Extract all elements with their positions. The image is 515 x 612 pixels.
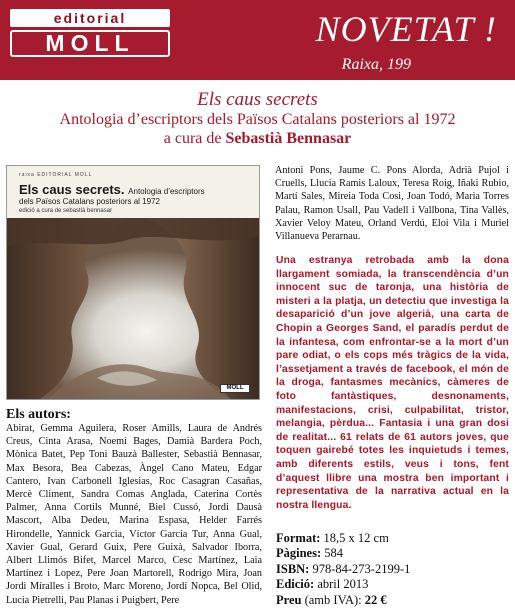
publisher-logo bbox=[10, 9, 170, 57]
logo-top-text: editorial bbox=[10, 9, 170, 27]
editor-prefix: a cura de bbox=[163, 130, 222, 147]
book-cover-image bbox=[6, 165, 260, 400]
spec-isbn: ISBN: 978-84-273-2199-1 bbox=[276, 561, 411, 576]
cover-series-label: raixa EDITORIAL MOLL bbox=[19, 172, 93, 178]
cover-publisher-badge: MOLL bbox=[220, 384, 250, 393]
book-specs bbox=[276, 531, 510, 608]
cover-title-small: Antologia d’escriptors bbox=[128, 187, 205, 196]
spec-edition: Edició: abril 2013 bbox=[276, 577, 369, 592]
editor-name: Sebastià Bennasar bbox=[225, 130, 352, 147]
book-subtitle: Antologia d’escriptors dels Països Catalans posteriors al 1972 bbox=[59, 111, 456, 128]
spec-pages: Pàgines: 584 bbox=[276, 546, 344, 561]
cover-header bbox=[7, 166, 260, 218]
spec-price: Preu (amb IVA): 22 € bbox=[276, 592, 387, 607]
cave-photo bbox=[7, 218, 260, 400]
book-title: Els caus secrets bbox=[197, 89, 318, 110]
spec-format: Format: 18,5 x 12 cm bbox=[276, 531, 389, 545]
book-description: Una estranya retrobada amb la dona llargament somiada, la transcendència d’un innocent suc de taronja, una història de misteri a la platja, un detectiu que investiga la desaparició d’un jove algerià, una carta de Chopin a Georges Sand, el paradís perdut de la infantesa, com enfrontar-se a la mort d’un pare odiat, o els cops més tràgics de la vida, l’assetjament a través de facebook, el món de la droga, fantasmes mecànics, càmeres de foto fantàstiques, desnonaments, manifestacions, crisi, culpabilitat, tristor, melangia, pèrdua... Fantasia i una gran dosi de realitat... 61 relats de 61 autors joves, que toquen gairebé totes les inquietuds i temes, amb diferents estils, veus i tons, fent d’aquest llibre una mostra ben important i representativa de la narrativa actual en la nostra llengua. bbox=[276, 255, 509, 511]
header-band bbox=[0, 0, 515, 80]
series-number: Raixa, 199 bbox=[341, 56, 411, 73]
cover-title-main: Els caus secrets. bbox=[19, 182, 125, 197]
editor-line bbox=[0, 130, 515, 148]
authors-list-right: Antoni Pons, Jaume C. Pons Alorda, Adrià Pujol i Cruells, Llucia Ramis Laloux, Teresa Roig, Iñaki Rubio, Martí Sales, Mireia Toda Cosi, Joan Todó, Maria Torres Palau, Ramon Usall, Pau Vadell i Vallbona, Tina Vallès, Xavier Veloy Mateu, Orland Verdú, Eloi Vila i Muriel Villanueva Perarnau. bbox=[275, 165, 509, 243]
cover-editor: edició a cura de sebastià bennasar bbox=[19, 208, 113, 214]
authors-list-left: Abirat, Gemma Aguilera, Roser Amills, Laura de Andrés Creus, Cinta Arasa, Noemí Bages, Damià Bardera Poch, Mònica Batet, Pep Toni Bauzà Ballester, Sebastià Bennasar, Max Besora, Bea Cabezas, Àngel Cano Mateu, Edgar Cantero, Ivan Carbonell Iglesias, Roc Casagran Casañas, Mercè Climent, Sandra Comas Anglada, Caterina Cortès Palmer, Anna Cortils Munné, Biel Cussó, Jordi Dausà Mascort, Alba Dedeu, Marina Espasa, Helder Farrés Hirondelle, Yannick Garcia, Víctor Garcia Tur, Anna Gual, Xavier Gual, Gerard Guix, Pere Guixà, Salvador Iborra, Albert Llimós Bifet, Marcel Marco, Cesc Martínez, Laia Martínez i Lopez, Pere Joan Martorell, Rodrigo Mira, Joan Jordi Miralles i Broto, Marc Moreno, Jordi Nopca, Bel Olid, Lucia Pietrelli, Pau Planas i Puigbert, Pere bbox=[6, 423, 262, 606]
authors-heading: Els autors: bbox=[6, 407, 71, 422]
novetat-label: NOVETAT ! bbox=[315, 9, 497, 49]
cover-subtitle: dels Països Catalans posteriors al 1972 bbox=[19, 197, 160, 206]
cover-title bbox=[19, 182, 205, 197]
logo-bottom-text: MOLL bbox=[10, 30, 170, 57]
